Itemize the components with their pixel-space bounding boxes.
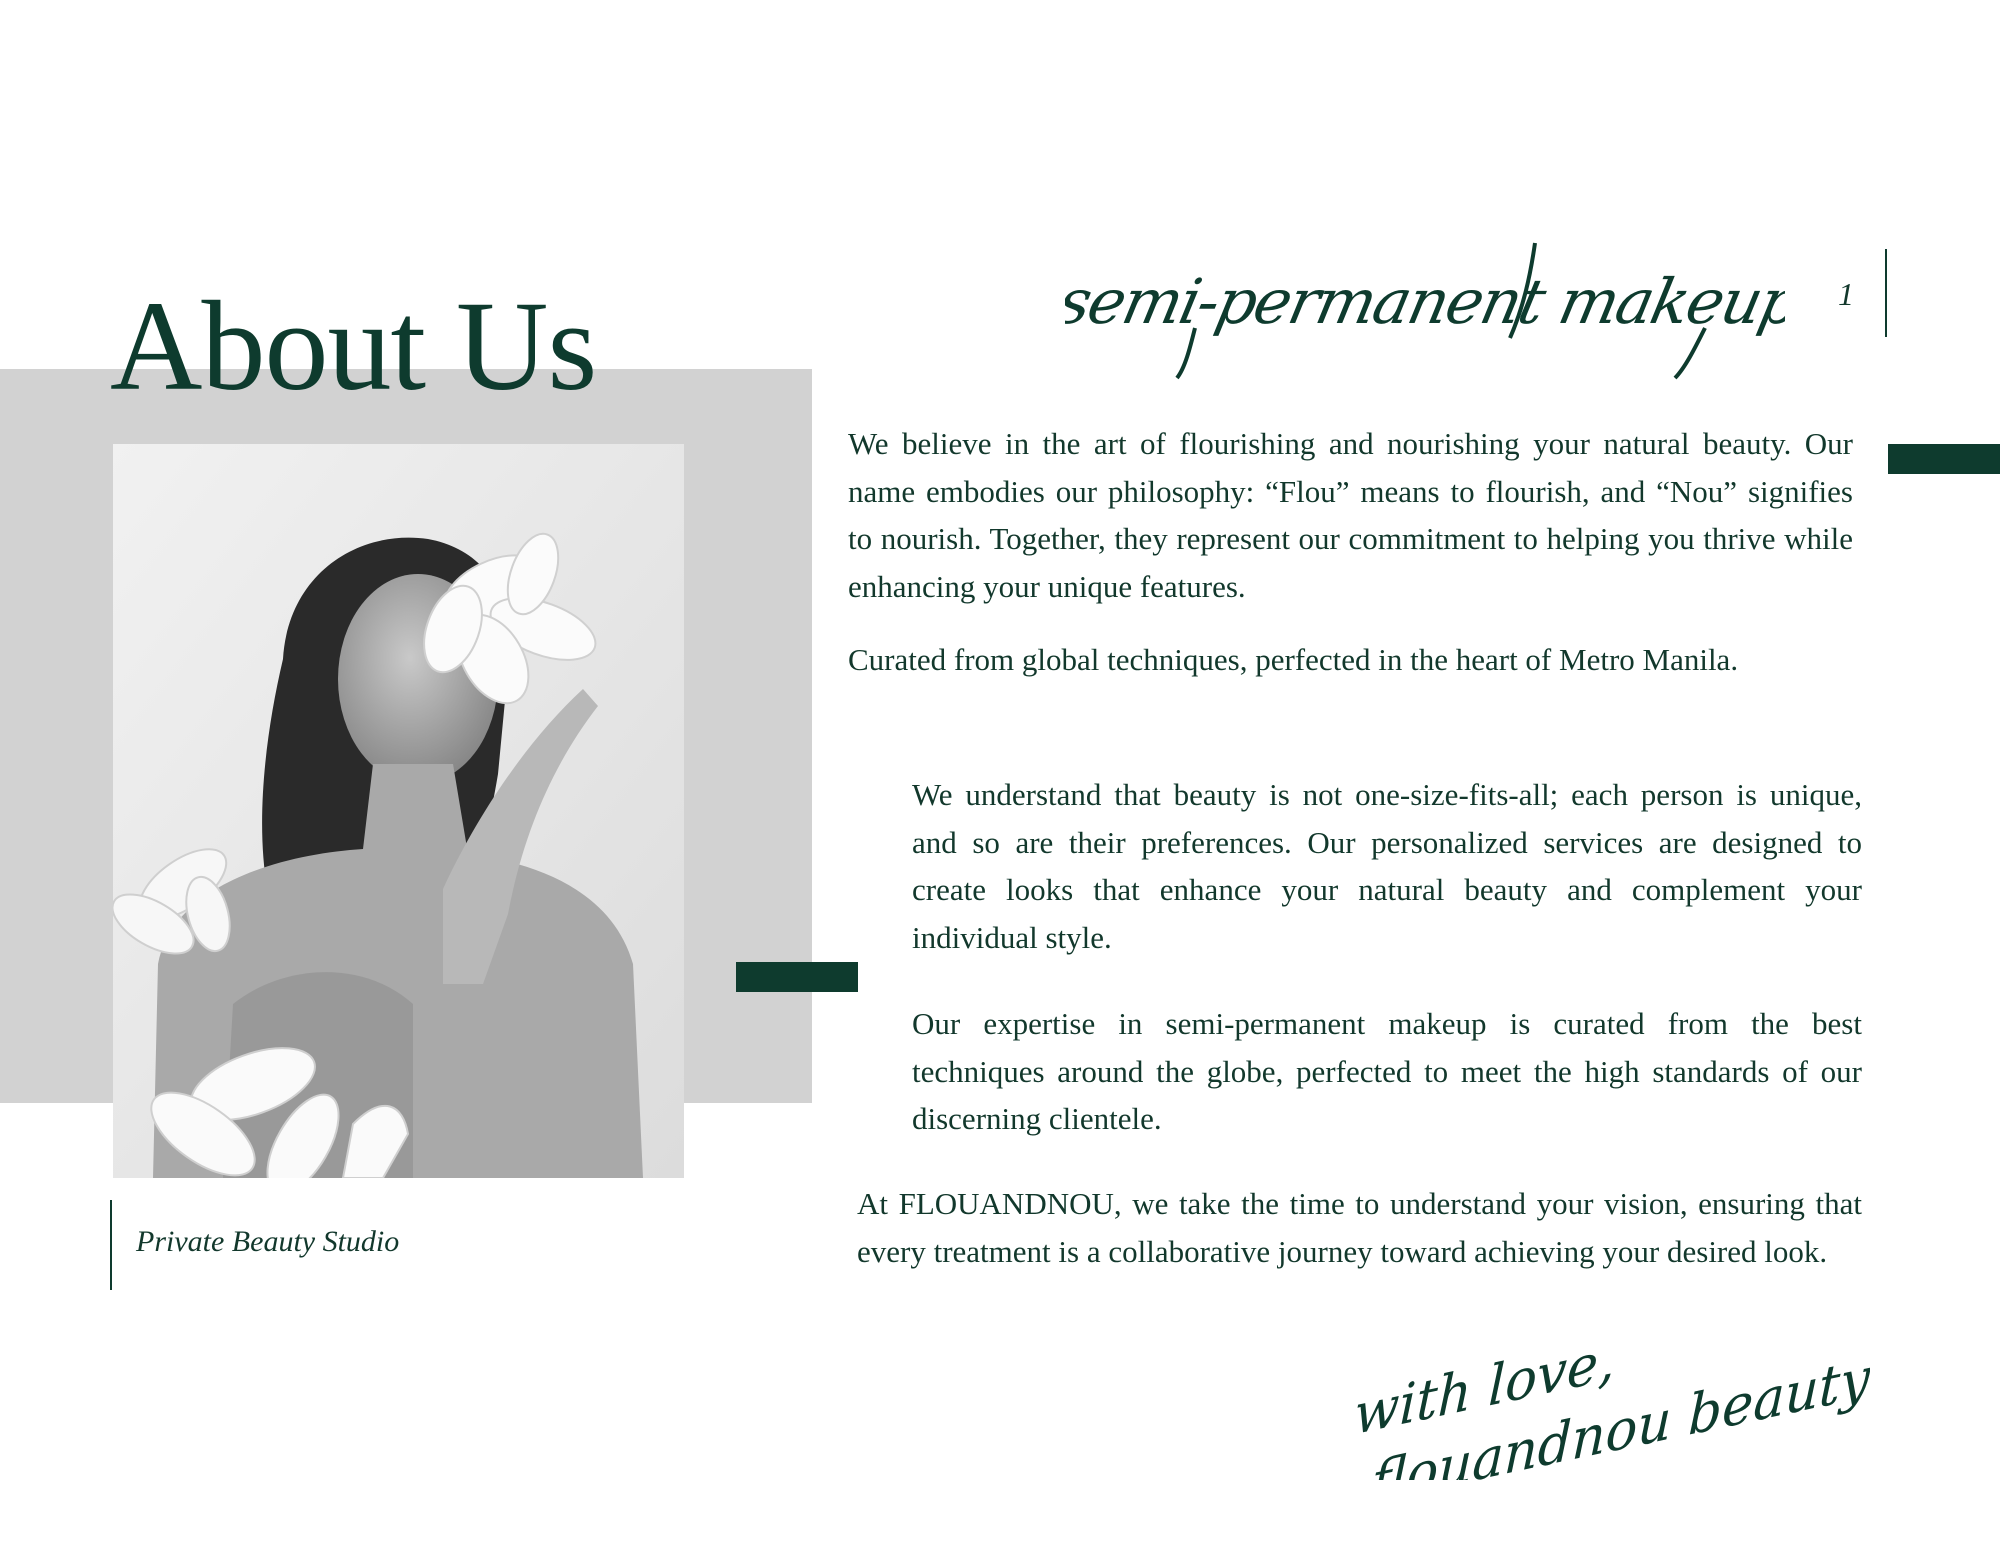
signature-line-2: flouandnou beauty <box>1370 1344 1870 1480</box>
photo-caption: Private Beauty Studio <box>136 1225 400 1258</box>
paragraph: Our expertise in semi-permanent makeup is curated from the best techniques around the globe, perfected to meet the high standards of our discerning clientele. <box>912 1006 1862 1136</box>
portrait-photo <box>113 444 684 1178</box>
signature <box>1350 1300 1870 1485</box>
paragraph: We believe in the art of flourishing and nourishing your natural beauty. Our name embodies our philosophy: “Flou” means to flourish, and “Nou” signifies to nourish. Together, they represent our commitment to helping you thrive while enhancing your unique features. <box>848 426 1853 604</box>
divider <box>1885 249 1887 337</box>
paragraph: Curated from global techniques, perfected in the heart of Metro Manila. <box>848 642 1739 677</box>
paragraph: We understand that beauty is not one-size-fits-all; each person is unique, and so are their preferences. Our personalized services are designed to create looks that enhance your natural beauty and complement your individual style. <box>912 777 1862 955</box>
script-heading-text: semi-permanent makeup <box>1065 265 1785 338</box>
paragraph: At FLOUANDNOU, we take the time to understand your vision, ensuring that every treatment is a collaborative journey toward achieving your desired look. <box>857 1186 1862 1269</box>
divider <box>110 1200 112 1290</box>
page-number: 1 <box>1838 276 1854 312</box>
accent-bar <box>1888 444 2000 474</box>
accent-bar <box>736 962 858 992</box>
signature-line-1: with love, <box>1353 1327 1617 1448</box>
page-title: About Us <box>110 275 597 417</box>
script-heading <box>1065 228 1785 393</box>
